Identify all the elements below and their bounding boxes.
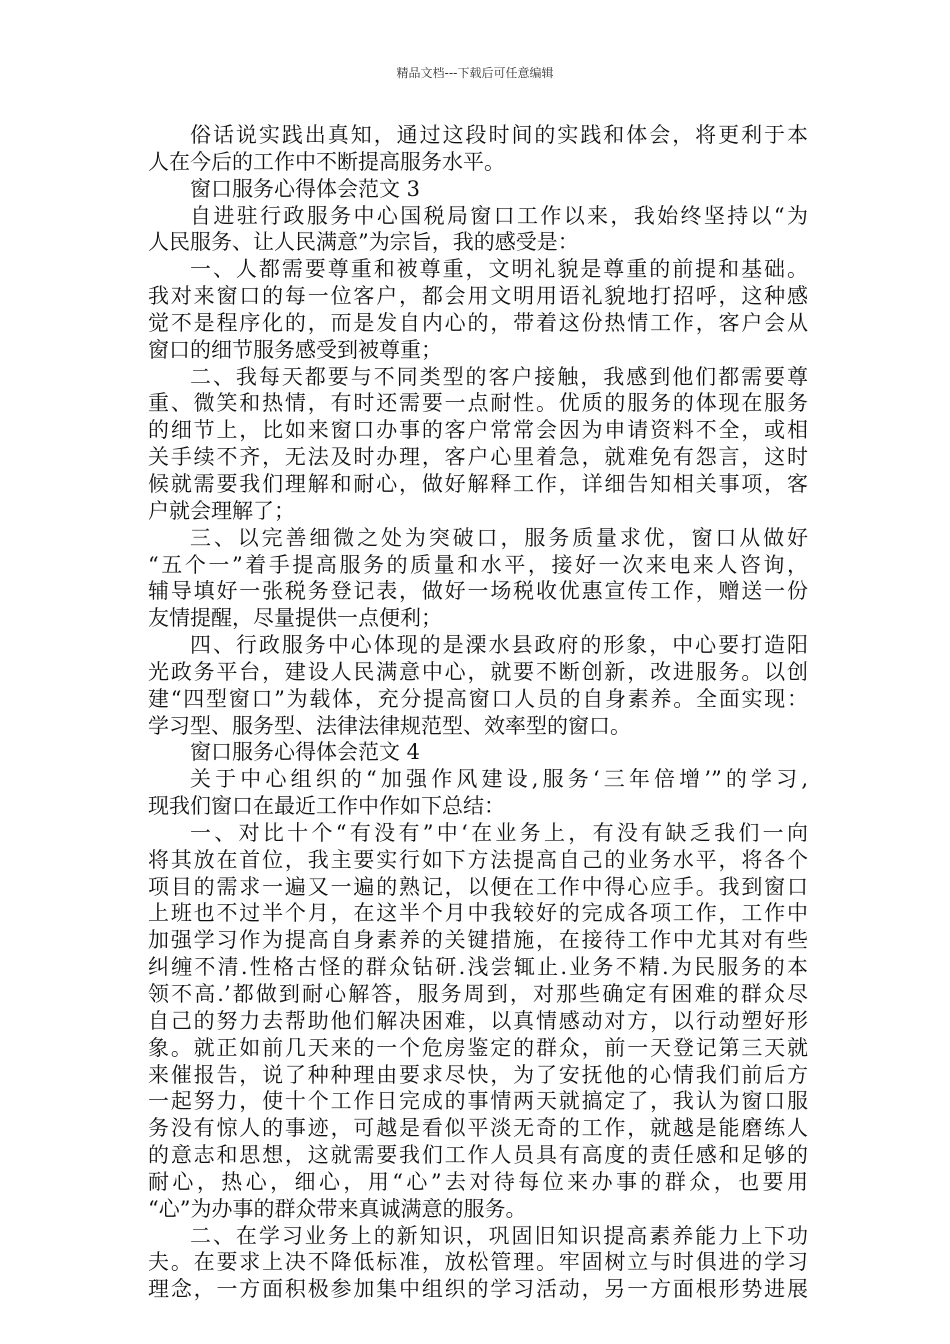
text-line: 俗话说实践出真知，通过这段时间的实践和体会，将更利于本	[190, 123, 808, 147]
text-line: 务没有惊人的事迹，可越是看似平淡无奇的工作，就越是能磨练人	[148, 1116, 808, 1141]
text-line: 一起努力，使十个工作日完成的事情两天就搞定了，我认为窗口服	[148, 1089, 808, 1114]
text-line: 理念，一方面积极参加集中组织的学习活动，另一方面根形势进展	[148, 1277, 808, 1302]
text-line: 人在今后的工作中不断提高服务水平。	[148, 149, 505, 174]
text-line: 我对来窗口的每一位客户，都会用文明用语礼貌地打招呼，这种感	[148, 284, 808, 309]
text-line: 耐心，热心，细心，用“心”去对待每位来办事的群众，也要用	[148, 1169, 808, 1194]
text-line: 关手续不齐，无法及时办理，客户心里着急，就难免有怨言，这时	[148, 445, 808, 470]
text-line: 一、对比十个“有没有”中‘在业务上，有没有缺乏我们一向	[190, 820, 808, 845]
text-line: 辅导填好一张税务登记表，做好一场税收优惠宣传工作，赠送一份	[148, 579, 808, 604]
document-body	[148, 122, 808, 1303]
text-line: 四、行政服务中心体现的是溧水县政府的形象，中心要打造阳	[190, 633, 808, 658]
text-line: 将其放在首位，我主要实行如下方法提高自己的业务水平，将各个	[148, 847, 808, 872]
text-line: 的意志和思想，这就需要我们工作人员具有高度的责任感和足够的	[148, 1143, 808, 1168]
text-line: 建“四型窗口”为载体，充分提高窗口人员的自身素养。全面实现：	[148, 686, 808, 711]
text-line: 项目的需求一遍又一遍的熟记，以便在工作中得心应手。我到窗口	[148, 874, 808, 899]
text-line: “五个一”着手提高服务的质量和水平，接好一次来电来人咨询，	[148, 552, 808, 577]
text-line: 光政务平台，建设人民满意中心，就要不断创新，改进服务。以创	[148, 659, 808, 684]
text-line: 候就需要我们理解和耐心，做好解释工作，详细告知相关事项，客	[148, 471, 808, 496]
text-line: 二、在学习业务上的新知识，巩固旧知识提高素养能力上下功	[190, 1223, 808, 1248]
text-line: 窗口服务心得体会范文 3	[190, 176, 421, 201]
text-line: 三、以完善细微之处为突破口，服务质量求优，窗口从做好	[190, 525, 808, 550]
text-line: 上班也不过半个月，在这半个月中我较好的完成各项工作，工作中	[148, 901, 808, 926]
text-line: 领不高.’都做到耐心解答，服务周到，对那些确定有困难的群众尽	[148, 982, 808, 1006]
text-line: 象。就正如前几天来的一个危房鉴定的群众，前一天登记第三天就	[148, 1035, 808, 1060]
text-line: 户就会理解了；	[148, 498, 295, 523]
text-line: 来催报告，说了种种理由要求尽快，为了安抚他的心情我们前后方	[148, 1062, 808, 1087]
text-line: 人民服务、让人民满意”为宗旨，我的感受是：	[148, 230, 579, 255]
text-line: 加强学习作为提高自身素养的关键措施，在接待工作中尤其对有些	[148, 928, 808, 953]
text-line: 纠缠不清.性格古怪的群众钻研.浅尝辄止.业务不精.为民服务的本	[148, 955, 808, 980]
text-line: 一、人都需要尊重和被尊重，文明礼貌是尊重的前提和基础。	[190, 257, 808, 282]
text-line: 关于中心组织的“加强作风建设,服务‘三年倍增’”的学习,	[190, 767, 808, 792]
text-line: 觉不是程序化的，而是发自内心的，带着这份热情工作，客户会从	[148, 310, 808, 335]
text-line: 窗口服务心得体会范文 4	[190, 740, 421, 765]
text-line: 学习型、服务型、法律法律规范型、效率型的窗口。	[148, 713, 631, 738]
text-line: 窗口的细节服务感受到被尊重；	[148, 337, 442, 362]
text-line: 二、我每天都要与不同类型的客户接触，我感到他们都需要尊	[190, 364, 808, 389]
text-line: 重、微笑和热情，有时还需要一点耐性。优质的服务的体现在服务	[148, 391, 808, 416]
text-line: 友情提醒，尽量提供一点便利；	[148, 606, 442, 631]
text-line: 的细节上，比如来窗口办事的客户常常会因为申请资料不全，或相	[148, 418, 808, 443]
text-line: 夫。在要求上决不降低标准，放松管理。牢固树立与时俱进的学习	[148, 1250, 808, 1275]
text-line: 现我们窗口在最近工作中作如下总结：	[148, 794, 505, 819]
page-header: 精品文档---下载后可任意编辑	[396, 66, 554, 80]
text-line: “心”为办事的群众带来真诚满意的服务。	[148, 1196, 527, 1221]
text-line: 自进驻行政服务中心国税局窗口工作以来，我始终坚持以“为	[190, 203, 808, 228]
text-line: 自己的努力去帮助他们解决困难，以真情感动对方，以行动塑好形	[148, 1008, 808, 1033]
